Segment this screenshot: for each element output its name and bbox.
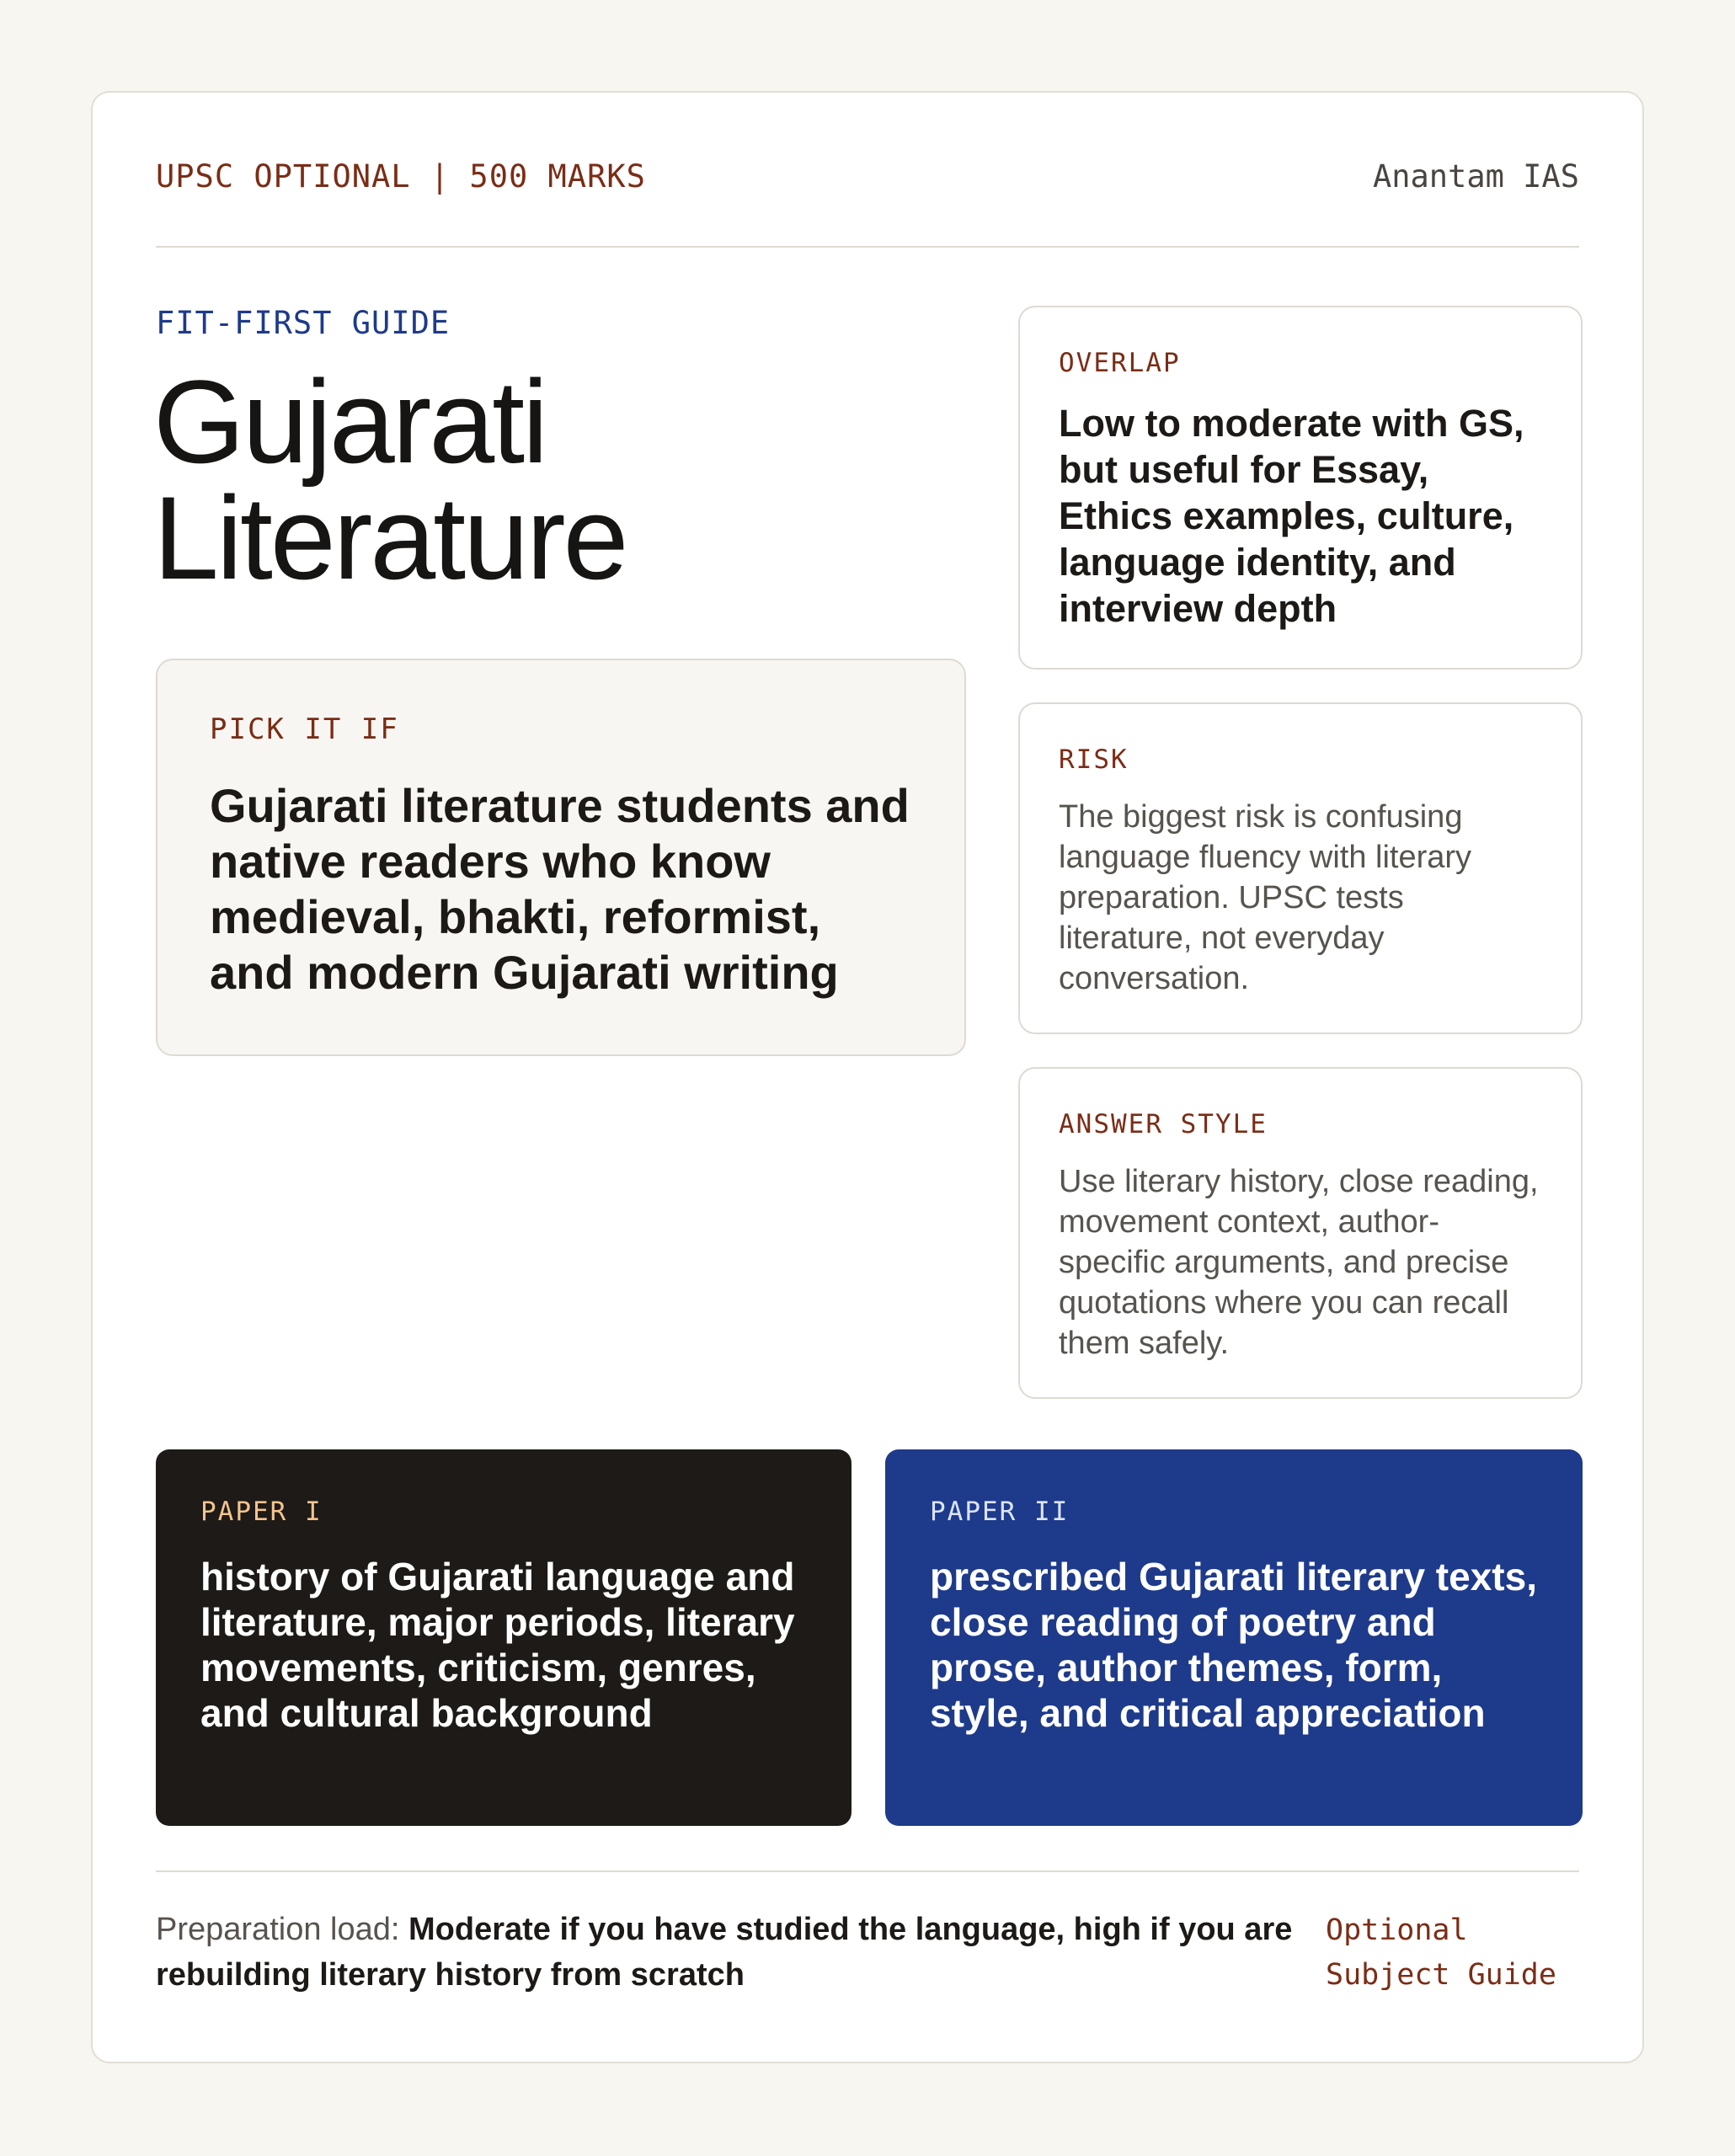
answer-style-text: Use literary history, close reading, movement context, author-specific arguments, and precise quotations where you can recall them safely. — [1059, 1164, 1539, 1361]
footer-divider — [156, 1870, 1579, 1872]
exam-label: UPSC OPTIONAL | 500 MARKS — [156, 158, 646, 195]
pick-text: Gujarati literature students and native readers who know medieval, bhakti, reformist, and modern Gujarati writing — [210, 779, 910, 999]
paper-1-text: history of Gujarati language and literature, major periods, literary movements, criticism, genres, and cultural background — [200, 1555, 795, 1735]
overlap-panel — [1018, 306, 1583, 670]
guide-card — [91, 91, 1644, 2063]
page-title — [153, 355, 996, 604]
title-line-2: Literature — [153, 472, 627, 604]
overlap-label: OVERLAP — [1059, 348, 1181, 378]
pick-it-if-panel — [156, 659, 966, 1056]
brand-name: Anantam IAS — [1372, 158, 1579, 195]
footer-tag-line-1: Optional — [1326, 1913, 1468, 1947]
risk-label: RISK — [1059, 744, 1129, 775]
guide-kicker: FIT-FIRST GUIDE — [156, 305, 451, 341]
preparation-load — [156, 1907, 1385, 1998]
footer-tag — [1326, 1908, 1570, 1998]
risk-panel — [1018, 702, 1583, 1034]
overlap-text: Low to moderate with GS, but useful for Essay, Ethics examples, culture, language identity, and interview depth — [1059, 402, 1524, 630]
answer-style-label: ANSWER STYLE — [1059, 1109, 1268, 1139]
title-line-1: Gujarati — [153, 355, 547, 488]
footer-tag-line-2: Subject Guide — [1326, 1958, 1556, 1992]
load-value: Moderate if you have studied the language, high if you are rebuilding literary history from scratch — [156, 1912, 1293, 1993]
answer-style-panel — [1018, 1067, 1583, 1399]
header-divider — [156, 246, 1579, 248]
paper-2-label: PAPER II — [930, 1497, 1070, 1527]
pick-label: PICK IT IF — [210, 712, 399, 746]
paper-2-text: prescribed Gujarati literary texts, close reading of poetry and prose, author themes, form, style, and critical appreciation — [930, 1555, 1537, 1735]
paper-2-card — [885, 1449, 1583, 1826]
paper-1-label: PAPER I — [200, 1497, 323, 1527]
load-label: Preparation load: — [156, 1912, 408, 1947]
paper-1-card — [156, 1449, 851, 1826]
risk-text: The biggest risk is confusing language fluency with literary preparation. UPSC tests literature, not everyday conversation. — [1059, 799, 1472, 996]
